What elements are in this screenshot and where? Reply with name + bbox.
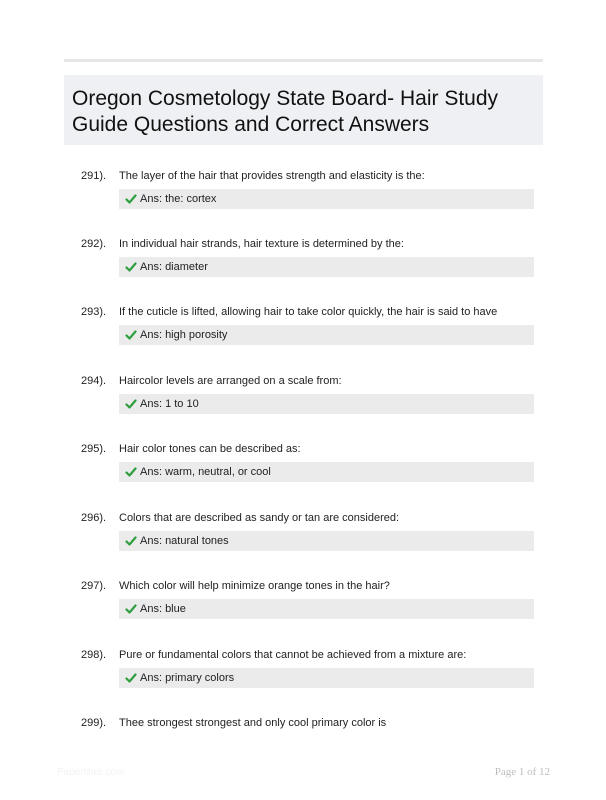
answer-text: Ans: blue: [140, 603, 186, 615]
answer-box: [119, 325, 534, 345]
question-text: Pure or fundamental colors that cannot be achieved from a mixture are:: [119, 649, 467, 661]
answer-box: [119, 394, 534, 414]
check-icon: [125, 535, 137, 547]
answer-text: Ans: 1 to 10: [140, 398, 199, 410]
question-number: 296).: [81, 512, 107, 524]
question-number: 295).: [81, 443, 107, 455]
question-number: 299).: [81, 717, 107, 729]
page-number: Page 1 of 12: [494, 766, 550, 778]
question-number: 293).: [81, 306, 107, 318]
question-number: 298).: [81, 649, 107, 661]
question-text: Hair color tones can be described as:: [119, 443, 301, 455]
question-number: 291).: [81, 170, 107, 182]
check-icon: [125, 603, 137, 615]
check-icon: [125, 398, 137, 410]
check-icon: [125, 193, 137, 205]
answer-box: [119, 257, 534, 277]
question-text: Haircolor levels are arranged on a scale from:: [119, 375, 342, 387]
question-number: 294).: [81, 375, 107, 387]
answer-box: [119, 531, 534, 551]
answer-text: Ans: natural tones: [140, 535, 229, 547]
answer-box: [119, 462, 534, 482]
question-text: Colors that are described as sandy or tan are considered:: [119, 512, 400, 524]
answer-text: Ans: primary colors: [140, 672, 235, 684]
check-icon: [125, 672, 137, 684]
question-text: In individual hair strands, hair texture is determined by the:: [119, 238, 404, 250]
check-icon: [125, 466, 137, 478]
question-text: Which color will help minimize orange tones in the hair?: [119, 580, 390, 592]
check-icon: [125, 329, 137, 341]
question-text: The layer of the hair that provides strength and elasticity is the:: [119, 170, 425, 182]
check-icon: [125, 261, 137, 273]
answer-box: [119, 599, 534, 619]
answer-box: [119, 189, 534, 209]
answer-text: Ans: diameter: [140, 261, 208, 273]
question-number: 297).: [81, 580, 107, 592]
answer-text: Ans: high porosity: [140, 329, 228, 341]
document-title: Oregon Cosmetology State Board- Hair Study Guide Questions and Correct Answers: [72, 87, 499, 136]
footer-watermark: Paperlibre.com: [57, 767, 125, 778]
question-text: If the cuticle is lifted, allowing hair to take color quickly, the hair is said to have: [119, 306, 498, 318]
question-text: Thee strongest strongest and only cool primary color is: [119, 717, 387, 729]
answer-text: Ans: the: cortex: [140, 193, 217, 205]
answer-box: [119, 668, 534, 688]
answer-text: Ans: warm, neutral, or cool: [140, 466, 271, 478]
question-number: 292).: [81, 238, 107, 250]
